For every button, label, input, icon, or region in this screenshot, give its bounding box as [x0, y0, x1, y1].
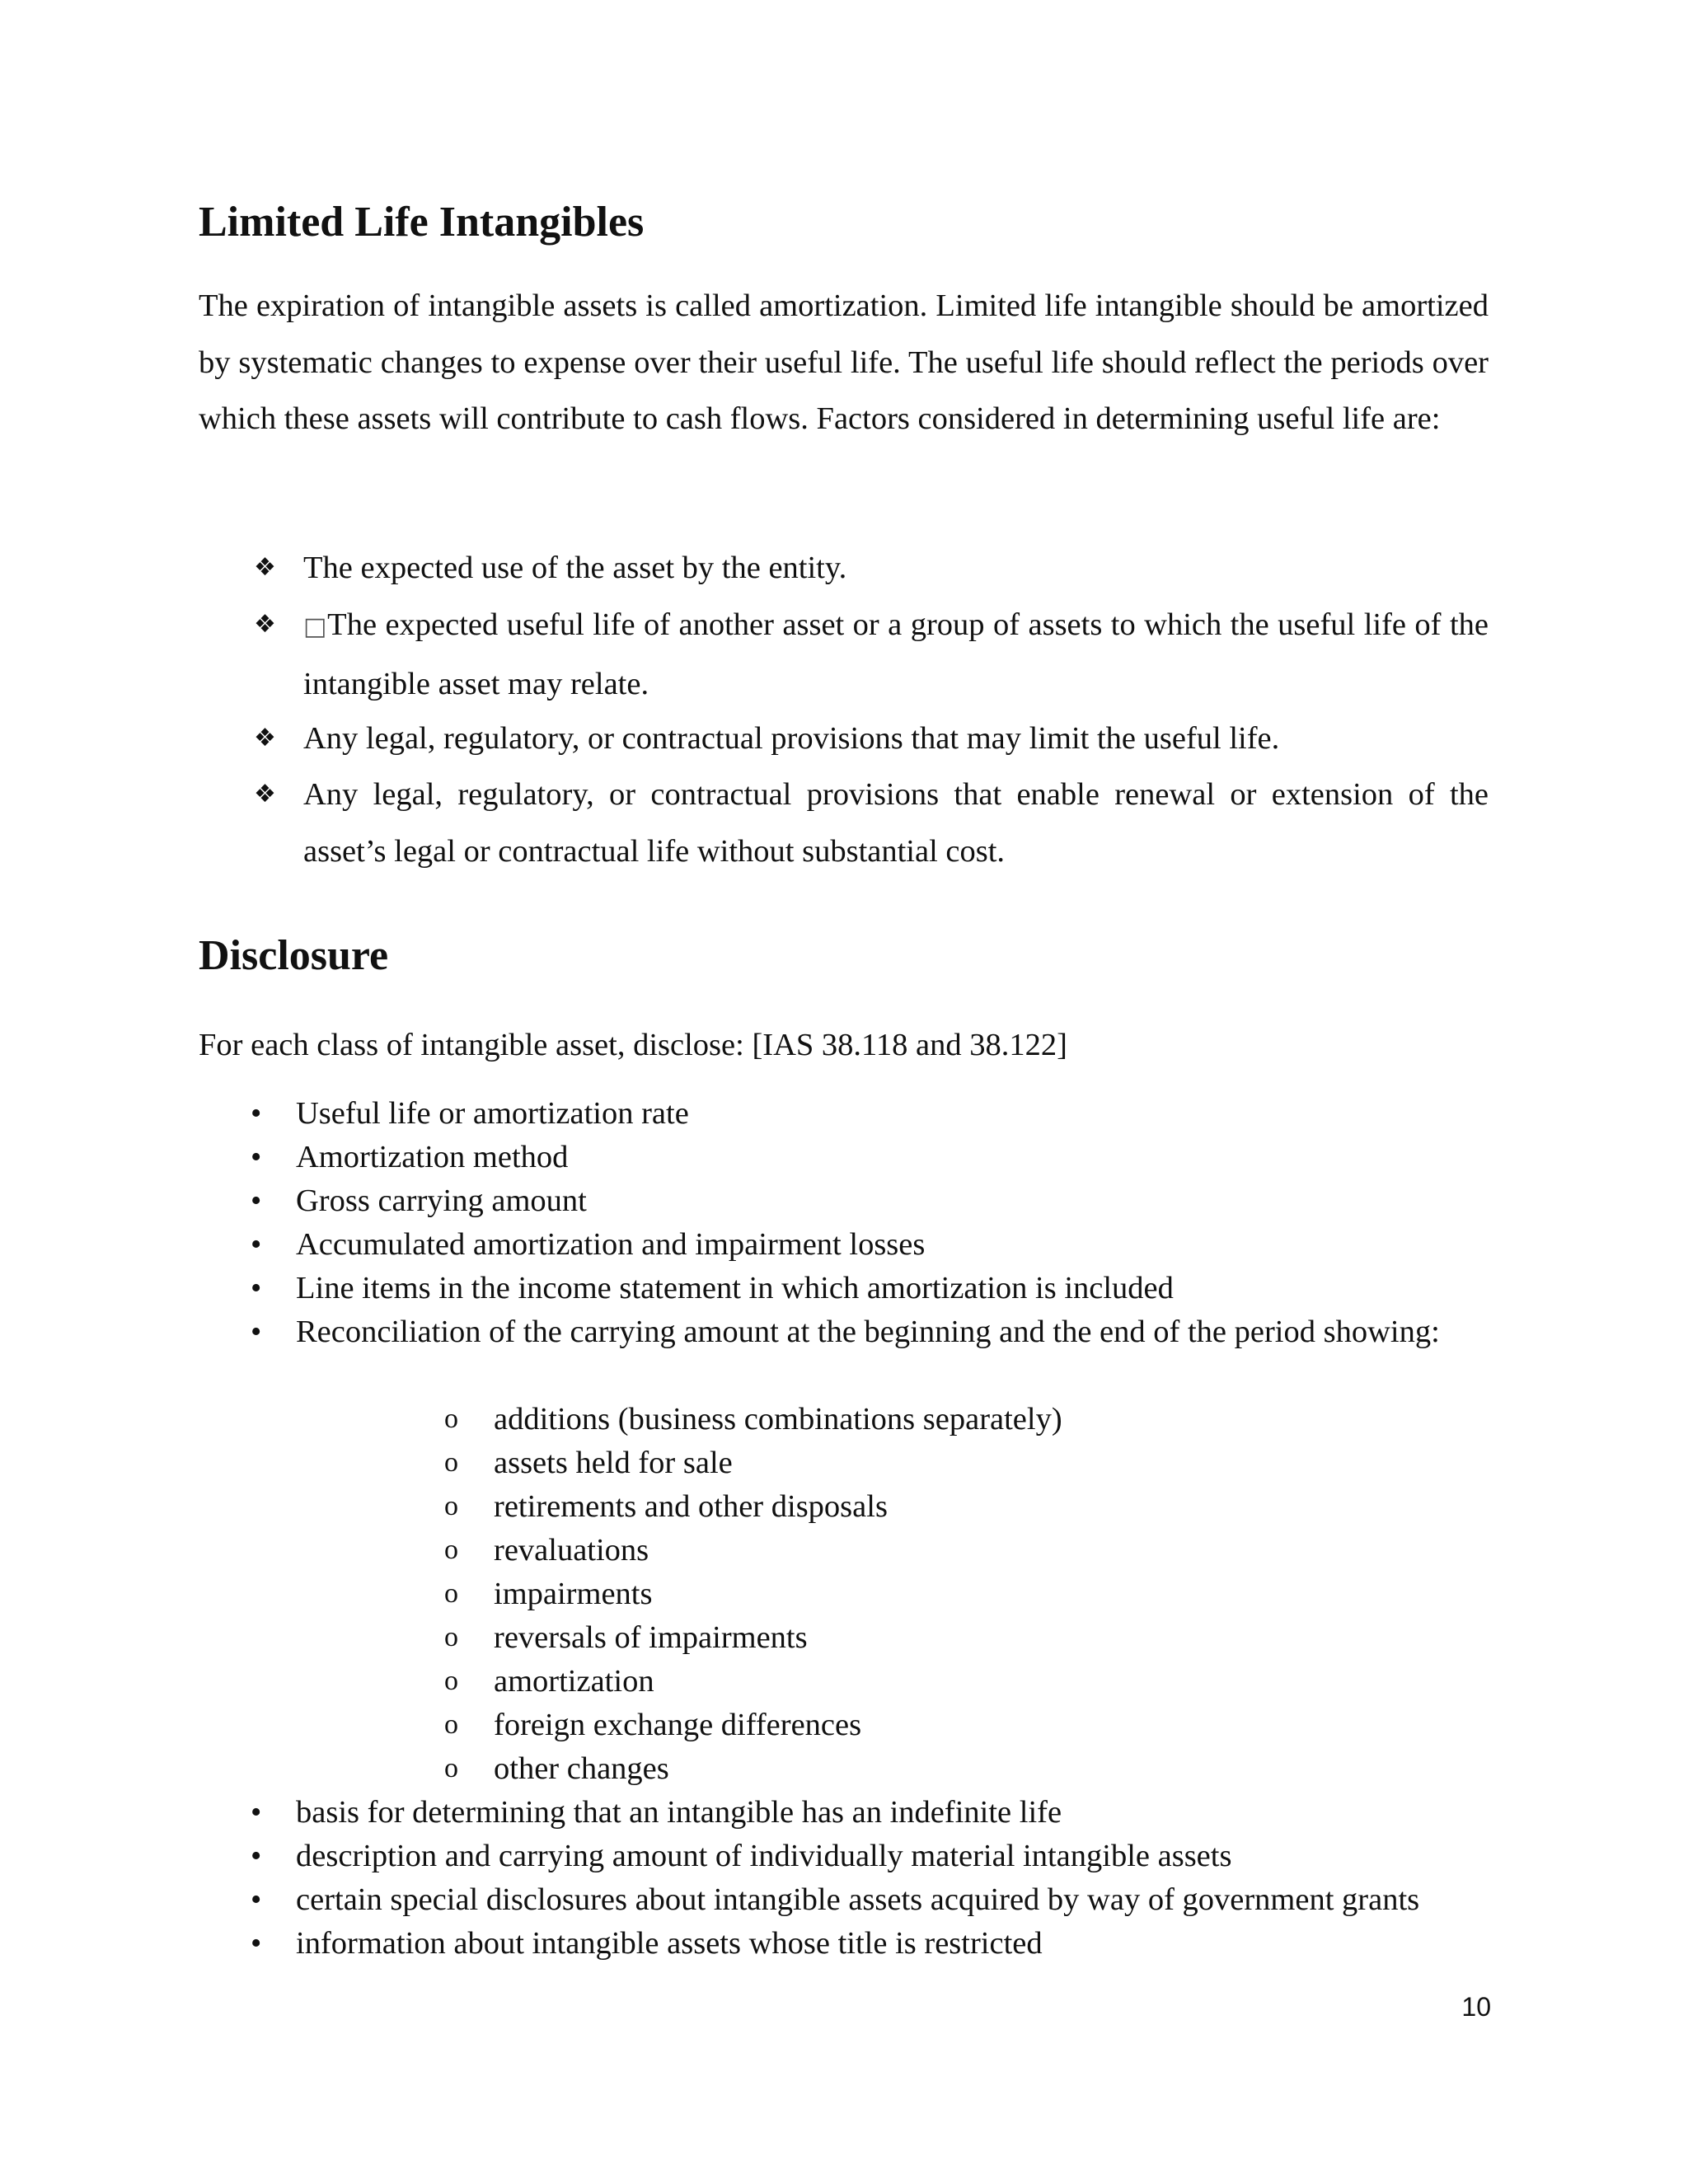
list-item: o additions (business combinations separately) [494, 1398, 1062, 1441]
list-item: • information about intangible assets whose title is restricted [296, 1922, 1043, 1966]
circle-bullet-icon: o [444, 1622, 458, 1652]
list-item: ❖ Any legal, regulatory, or contractual provisions that enable renewal or extension of the asset’s legal or contractual life without substantial cost. [303, 766, 1489, 879]
list-item: • Reconciliation of the carrying amount at the beginning and the end of the period showing: [296, 1310, 1489, 1354]
list-item: o foreign exchange differences [494, 1704, 861, 1747]
page-number: 10 [1461, 1992, 1491, 2022]
bullet-icon: • [251, 1839, 262, 1873]
bullet-icon: • [251, 1183, 262, 1218]
list-item: ❖ Any legal, regulatory, or contractual provisions that may limit the useful life. [303, 710, 1489, 767]
diamond-bullet-icon: ❖ [254, 610, 276, 639]
section-heading-disclosure: Disclosure [199, 932, 389, 979]
list-item: o retirements and other disposals [494, 1485, 888, 1529]
list-item: • certain special disclosures about intangible assets acquired by way of government grants [296, 1878, 1419, 1922]
circle-bullet-icon: o [444, 1753, 458, 1783]
list-item: o revaluations [494, 1529, 649, 1572]
bullet-icon: • [251, 1227, 262, 1262]
list-item: ❖ The expected use of the asset by the entity. [303, 540, 1489, 597]
bullet-icon: • [251, 1926, 262, 1961]
limited-life-paragraph: The expiration of intangible assets is called amortization. Limited life intangible should be amortized by systematic changes to expense over their useful life. The useful life should reflect the periods over which these assets will contribute to cash flows. Factors considered in determining useful life are: [199, 288, 1489, 437]
bullet-icon: • [251, 1271, 262, 1305]
circle-bullet-icon: o [444, 1578, 458, 1609]
bullet-icon: • [251, 1795, 262, 1830]
circle-bullet-icon: o [444, 1535, 458, 1565]
section-heading-limited-life: Limited Life Intangibles [199, 199, 645, 246]
list-item: • basis for determining that an intangible has an indefinite life [296, 1791, 1062, 1835]
bullet-icon: • [251, 1096, 262, 1131]
circle-bullet-icon: o [444, 1491, 458, 1521]
list-item: • Amortization method [296, 1136, 568, 1179]
list-item: o impairments [494, 1572, 652, 1616]
diamond-bullet-icon: ❖ [254, 724, 276, 752]
circle-bullet-icon: o [444, 1666, 458, 1696]
circle-bullet-icon: o [444, 1447, 458, 1478]
bullet-icon: • [251, 1140, 262, 1174]
list-item: o other changes [494, 1747, 669, 1791]
list-item: • Accumulated amortization and impairment losses [296, 1223, 925, 1267]
list-item: • Useful life or amortization rate [296, 1092, 689, 1136]
list-item: • description and carrying amount of individually material intangible assets [296, 1835, 1231, 1878]
disclosure-intro: For each class of intangible asset, disclose: [IAS 38.118 and 38.122] [199, 1028, 1067, 1062]
diamond-bullet-icon: ❖ [254, 780, 276, 808]
missing-glyph-box: □ [303, 612, 328, 641]
list-item: • Line items in the income statement in which amortization is included [296, 1267, 1174, 1310]
diamond-bullet-icon: ❖ [254, 553, 276, 582]
list-item: • Gross carrying amount [296, 1179, 587, 1223]
circle-bullet-icon: o [444, 1709, 458, 1740]
list-item: ❖ □The expected useful life of another asset or a group of assets to which the useful life of the intangible asset may relate. [303, 597, 1489, 712]
list-item: o amortization [494, 1660, 654, 1704]
list-item: o reversals of impairments [494, 1616, 808, 1660]
circle-bullet-icon: o [444, 1404, 458, 1434]
list-item: o assets held for sale [494, 1441, 733, 1485]
bullet-icon: • [251, 1315, 262, 1349]
bullet-icon: • [251, 1882, 262, 1917]
